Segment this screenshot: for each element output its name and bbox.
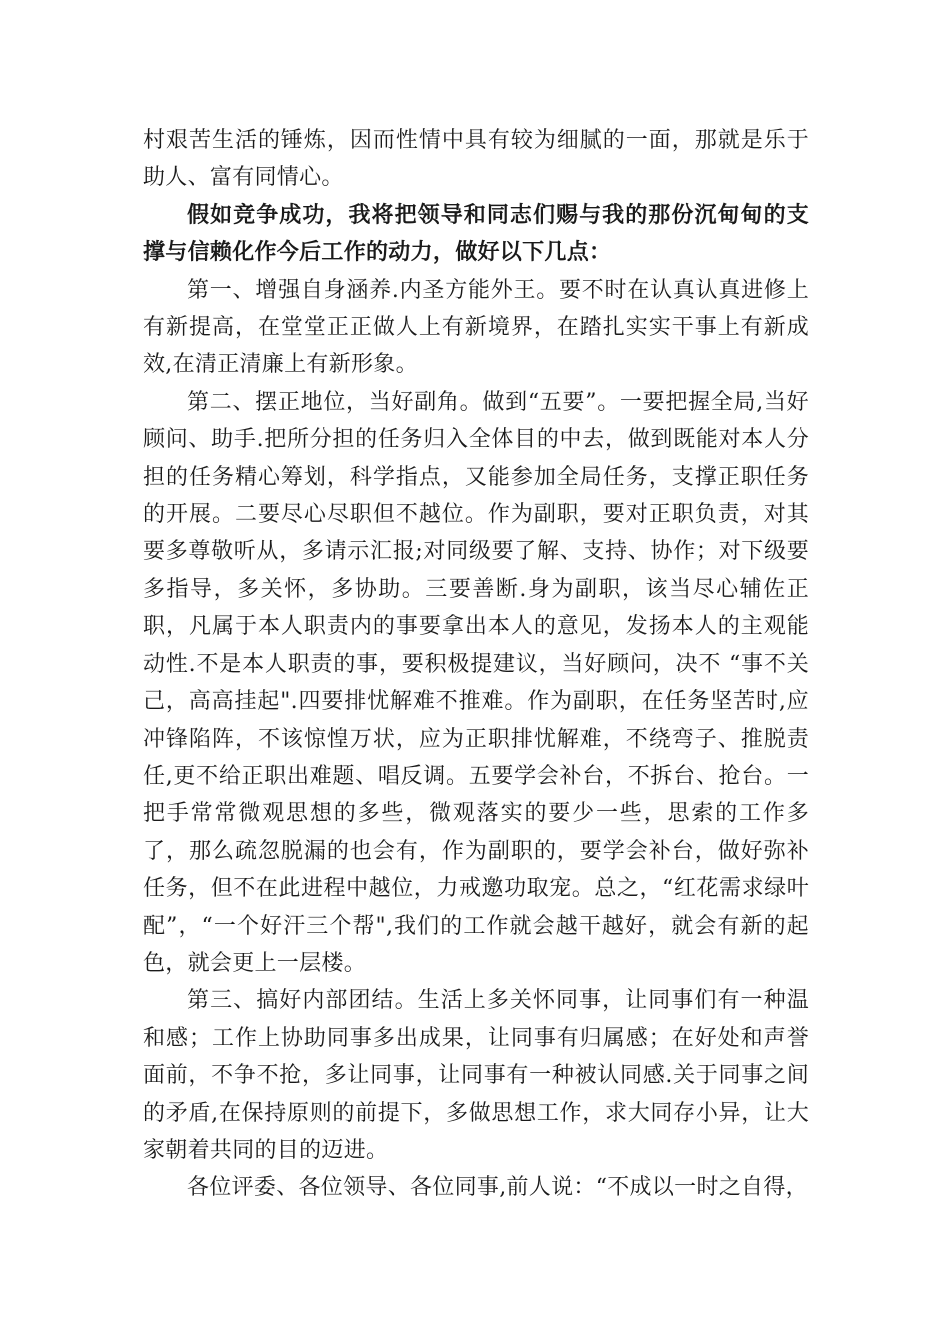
document-body	[143, 122, 809, 1207]
paragraph-closing: 各位评委、各位领导、各位同事,前人说：“不成以一时之自得，	[187, 1175, 808, 1201]
paragraph-point-two: 第二、摆正地位，当好副角。做到“五要”。一要把握全局,当好顾问、助手.把所分担的任务归入全体目的中去，做到既能对本人分担的任务精心筹划，科学指点，又能参加全局任务，支撑正职任务的开展。二要尽心尽职但不越位。作为副职，要对正职负责，对其要多尊敬听从，多请示汇报;对同级要了解、支持、协作；对下级要多指导，多关怀，多协助。三要善断.身为副职，该当尽心辅佐正职，凡属于本人职责内的事要拿出本人的意见，发扬本人的主观能动性.不是本人职责的事，要积极提建议，当好顾问，决不 “事不关己，高高挂起".四要排忧解难不推难。作为副职，在任务坚苦时,应冲锋陷阵，不该惊惶万状，应为正职排忧解难，不绕弯子、推脱责任,更不给正职出难题、唱反调。五要学会补台，不拆台、抢台。一把手常常微观思想的多些，微观落实的要少一些，思索的工作多了，那么疏忽脱漏的也会有，作为副职的，要学会补台，做好弥补任务，但不在此进程中越位，力戒邀功取宠。总之，“红花需求绿叶配”，“一个好汗三个帮",我们的工作就会越干越好，就会有新的起色，就会更上一层楼。	[143, 389, 809, 976]
paragraph-point-three: 第三、搞好内部团结。生活上多关怀同事，让同事们有一种温和感；工作上协助同事多出成果，让同事有归属感；在好处和声誉面前，不争不抢，多让同事，让同事有一种被认同感.关于同事之间的矛盾,在保持原则的前提下，多做思想工作，求大同存小异，让大家朝着共同的目的迈进。	[143, 988, 809, 1163]
paragraph-point-one: 第一、增强自身涵养.内圣方能外王。要不时在认真认真进修上有新提高，在堂堂正正做人上有新境界，在踏扎实实干事上有新成效,在清正清廉上有新形象。	[143, 277, 809, 378]
paragraph-bold-commitment: 假如竞争成功，我将把领导和同志们赐与我的那份沉甸甸的支撑与信赖化作今后工作的动力，做好以下几点：	[143, 201, 809, 266]
paragraph-continuation: 村艰苦生活的锤炼，因而性情中具有较为细腻的一面，那就是乐于助人、富有同情心。	[143, 128, 809, 191]
